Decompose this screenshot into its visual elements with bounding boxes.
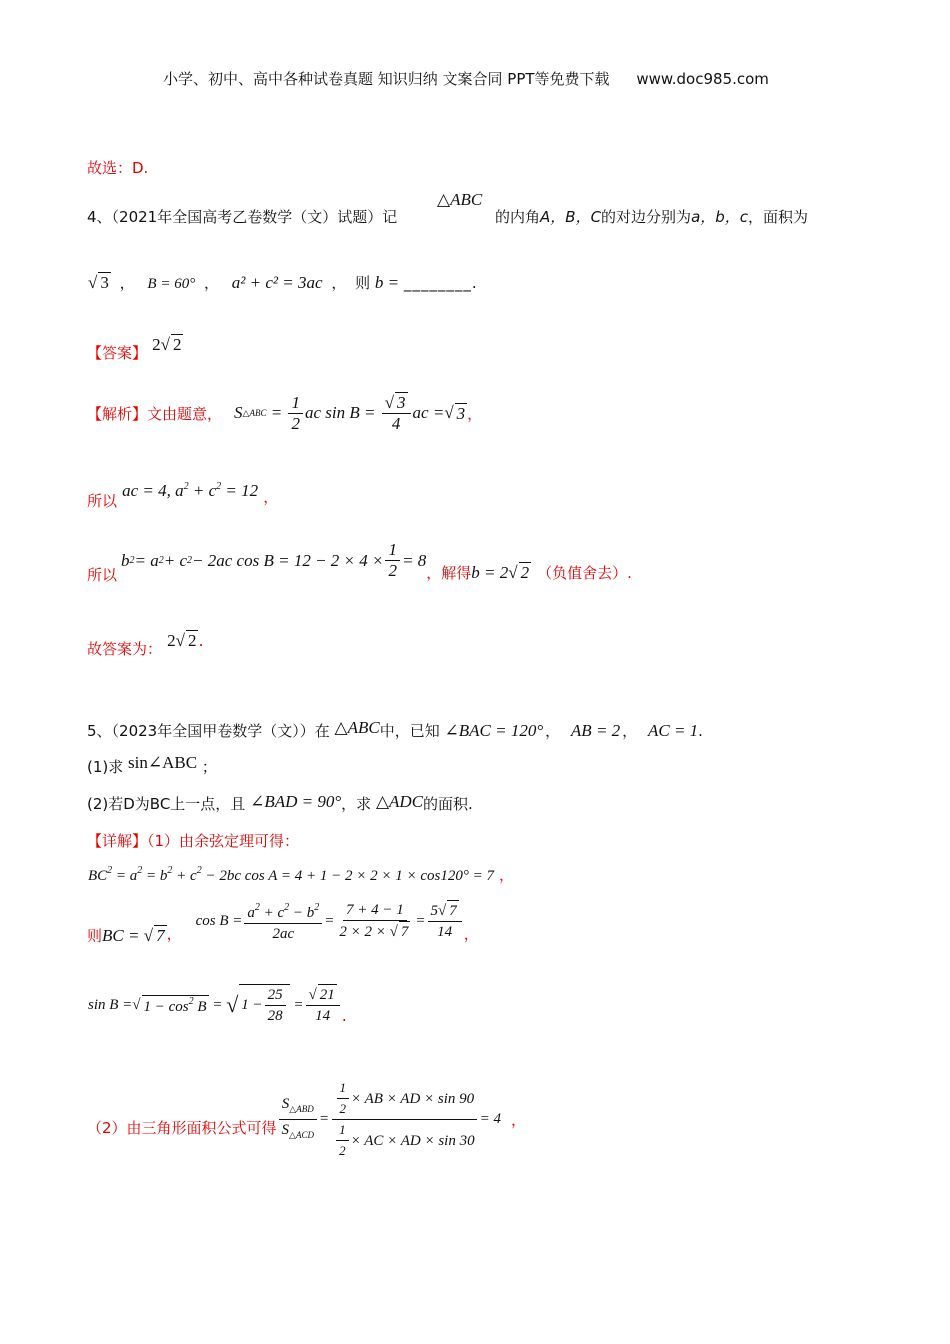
q4-so-1: 所以: [87, 492, 118, 510]
q4-so-2: 所以: [87, 566, 118, 584]
q4-stem-line1b: [495, 206, 808, 227]
q5-part1: [87, 753, 217, 777]
q5-p2-end: 的面积.: [423, 795, 473, 813]
q4-solve: ，解得: [426, 564, 472, 582]
q4-cond-area: √ 3: [88, 273, 111, 292]
q5-sinB-line: sin B = √ $1 - \cos^2 B$ = √ 1 − $\frac{25}{28}$ = √ $\frac{21}{14}$ .: [88, 984, 347, 1026]
q5-ratio: $\frac{S_{\triangle ABD}}{S_{\triangle ACD}}$ = $\frac{1}{2}$ × AB × AD × sin 90 $\frac{1}{2}$ × AC × AD × sin 30 = 4: [277, 1078, 501, 1161]
q5-cond2: AB = 2: [570, 721, 621, 740]
q4-conditions: √ 3 ， B = 60° ， a² + c² = 3ac ， 则 b = ________.: [88, 272, 477, 293]
q5-cosB-line: 则 BC = √ 7 ， cos B = $\frac{a^2 + c^2 - b^2}{2ac}$ = $\frac{7 + 4 - 1}{2 \times 2 \times √ 7}$ = $\frac{5√ 7}{14}$ ，: [87, 898, 479, 944]
q5-sinB: sin B = √ $1 - \cos^2 B$ = √ 1 − $\frac{25}{28}$ = √ $\frac{21}{14}$: [88, 984, 342, 1026]
q4-triangle: △ABC: [437, 190, 483, 209]
q5-stem: 5、（2023年全国甲卷数学（文））在 △ABC中，已知 ∠BAC = 120° ， AB = 2 ， AC = 1.: [87, 718, 703, 740]
q4-line3-formula: b 2 = a 2 + c 2 − 2ac cos B = 12 − 2 × 4 × $\frac{1}{2}$ = 8: [121, 540, 427, 580]
q4-answer: 2√ 2: [152, 335, 183, 354]
q4-line3: [87, 540, 632, 584]
q5-bc: BC = √ 7: [102, 925, 167, 946]
q5-part2: [87, 793, 473, 814]
q4-analysis-tag: 【解析】: [87, 404, 148, 423]
header-url[interactable]: www.doc985.com: [636, 70, 769, 88]
q5-bc2-line: $BC^2 = a^2 = b^2 + c^2 - 2bc$ cos A = 4 + 1 − 2 × 2 × 1 × cos120° = 7 ，: [88, 865, 515, 884]
q5-number: 5、: [87, 722, 112, 740]
q5-bc2: $BC^2 = a^2 = b^2 + c^2 - 2bc$ cos A = 4 + 1 − 2 × 2 × 1 × cos120° = 7: [88, 865, 494, 884]
q4-vars-sides: a，b，c: [691, 208, 749, 226]
q5-detail-text: （1）由余弦定理可得：: [147, 832, 300, 850]
q5-cond1: ∠BAC = 120°: [444, 721, 544, 740]
q5-p2-text: ，求: [341, 795, 372, 813]
q5-p1-label: (1)求: [87, 758, 124, 776]
q4-period: .: [471, 274, 477, 292]
q4-analysis-line: 【解析】 文由题意， S △ABC = $\frac{1}{2}$ ac sin B = √ $\frac{3}{4}$ ac = √ 3 ，: [87, 392, 482, 434]
q4-stem-line1: [87, 206, 397, 227]
q4-ask: b =: [374, 273, 400, 292]
q4-cond-B: B = 60°: [147, 276, 196, 292]
q4-cond-sides: a² + c² = 3ac: [231, 273, 323, 292]
q5-text1: 中，已知: [379, 722, 440, 740]
q4-answer-line: [87, 335, 183, 363]
q5-p2-tri: △ADC: [375, 792, 424, 811]
q4-number: 4、: [87, 208, 112, 226]
q5-p1-end: ；: [201, 758, 217, 776]
q4-analysis-text: 文由题意，: [147, 404, 223, 423]
q5-detail-line: [87, 830, 299, 851]
q5-triangle: △ABC: [334, 718, 380, 737]
q5-detail-tag: 【详解】: [87, 832, 148, 850]
q4-line2: 所以 ac = 4, $a^2 + c^2 = 12$ ，: [87, 481, 279, 510]
page-header: [163, 68, 769, 89]
q4-line2-formula: ac = 4, $a^2 + c^2 = 12$: [122, 481, 259, 500]
prev-answer: 故选：D.: [87, 159, 149, 177]
q4-answer-tag: 【答案】: [87, 344, 148, 362]
q4-vars-angles: A，B，C: [540, 208, 602, 226]
q4-source: （2021年全国高考乙卷数学（文）试题）记: [111, 208, 398, 226]
q5-cond3: AC = 1: [647, 721, 699, 740]
q5-cosB: cos B = $\frac{a^2 + c^2 - b^2}{2ac}$ = $\frac{7 + 4 - 1}{2 \times 2 \times √ 7}$ = $\frac{5√ 7}{14}$: [196, 898, 464, 944]
q4-text2: 的对边分别为: [601, 208, 692, 226]
q4-then: 则: [355, 274, 371, 292]
q4-text3: ，面积为: [748, 208, 809, 226]
q5-part2-line: （2）由三角形面积公式可得 $\frac{S_{\triangle ABD}}{S_{\triangle ACD}}$ = $\frac{1}{2}$ × AB × AD × sin 90 $\frac{1}{2}$ × AC × AD × sin 30 = 4 ，: [87, 1078, 526, 1161]
q4-blank: ________: [403, 274, 472, 292]
q4-solve-result: b = 2√ 2: [471, 562, 531, 583]
q5-p2-label: (2)若D为BC上一点，且: [87, 795, 246, 813]
header-text: 小学、初中、高中各种试卷真题 知识归纳 文案合同 PPT等免费下载: [163, 70, 610, 88]
q4-note: （负值舍去）.: [537, 564, 632, 582]
q5-p2-cond: ∠BAD = 90°: [250, 792, 342, 811]
q5-then: 则: [87, 926, 103, 945]
q4-final-line: 故答案为： 2√ 2 .: [87, 630, 204, 651]
q5-part2-text: （2）由三角形面积公式可得: [87, 1119, 277, 1137]
q5-source: （2023年全国甲卷数学（文））在: [111, 722, 330, 740]
q4-final-answer: 2√ 2: [167, 631, 198, 650]
q5-p1-expr: sin∠ABC: [128, 753, 198, 772]
q4-text1: 的内角: [495, 208, 541, 226]
q4-final-label: 故答案为：: [87, 640, 163, 658]
q4-area-formula: S △ABC = $\frac{1}{2}$ ac sin B = √ $\frac{3}{4}$ ac = √ 3: [234, 392, 467, 434]
